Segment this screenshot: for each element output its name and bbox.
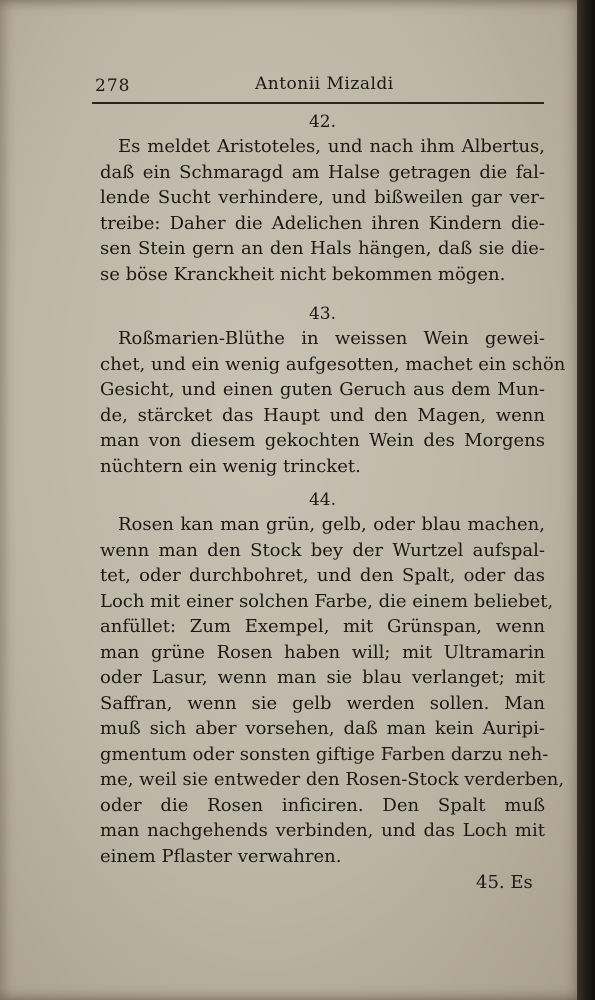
text-line: man grüne Rosen haben will; mit Ultramarin bbox=[100, 641, 545, 663]
text-line: man von diesem gekochten Wein des Morgens bbox=[100, 430, 545, 451]
running-head: Antonii Mizaldi bbox=[255, 74, 394, 94]
text-line: gmentum oder sonsten giftige Farben darzu neh- bbox=[100, 743, 549, 765]
text-line: nüchtern ein wenig trincket. bbox=[100, 455, 361, 477]
text-line: treibe: Daher die Adelichen ihren Kindern die- bbox=[100, 212, 545, 234]
catchword: 45. Es bbox=[476, 872, 533, 893]
text-line: oder die Rosen inficiren. Den Spalt muß bbox=[100, 794, 545, 816]
text-line: chet, und ein wenig aufgesotten, machet ein schön bbox=[100, 353, 566, 375]
text-line: Roßmarien-Blüthe in weissen Wein gewei- bbox=[118, 328, 545, 349]
text-line: Es meldet Aristoteles, und nach ihm Albertus, bbox=[118, 136, 545, 157]
text-line: me, weil sie entweder den Rosen-Stock verderben, bbox=[100, 769, 565, 790]
text-line: Saffran, wenn sie gelb werden sollen. Man bbox=[100, 692, 545, 714]
text-line: se böse Kranckheit nicht bekommen mögen. bbox=[100, 263, 506, 285]
text-line: anfüllet: Zum Exempel, mit Grünspan, wenn bbox=[100, 616, 545, 637]
section-44 bbox=[100, 488, 565, 869]
text-line: man nachgehends verbinden, und das Loch mit bbox=[100, 820, 545, 841]
section-43 bbox=[100, 302, 566, 479]
text-line: de, stärcket das Haupt und den Magen, wenn bbox=[100, 404, 545, 426]
text-line: einem Pflaster verwahren. bbox=[100, 845, 342, 867]
section-number: 43. bbox=[308, 304, 337, 324]
text-line: wenn man den Stock bey der Wurtzel aufspal- bbox=[100, 539, 545, 561]
page-number: 278 bbox=[95, 76, 131, 96]
text-line: sen Stein gern an den Hals hängen, daß sie die- bbox=[100, 238, 545, 259]
text-line: Loch mit einer solchen Farbe, die einem beliebet, bbox=[100, 590, 554, 612]
section-number: 42. bbox=[308, 112, 337, 132]
section-42 bbox=[100, 110, 545, 287]
text-line: oder Lasur, wenn man sie blau verlanget; mit bbox=[100, 667, 545, 688]
book-spine bbox=[577, 0, 595, 1000]
text-line: tet, oder durchbohret, und den Spalt, oder das bbox=[100, 565, 545, 586]
section-number: 44. bbox=[308, 490, 337, 510]
text-line: lende Sucht verhindere, und bißweilen gar ver- bbox=[100, 187, 545, 208]
page-header bbox=[95, 74, 545, 100]
text-line: muß sich aber vorsehen, daß man kein Auripi- bbox=[100, 718, 545, 739]
text-line: Gesicht, und einen guten Geruch aus dem Mun- bbox=[100, 379, 545, 400]
text-line: Rosen kan man grün, gelb, oder blau machen, bbox=[118, 514, 545, 535]
text-line: daß ein Schmaragd am Halse getragen die fal- bbox=[100, 161, 545, 183]
header-rule bbox=[92, 102, 544, 104]
